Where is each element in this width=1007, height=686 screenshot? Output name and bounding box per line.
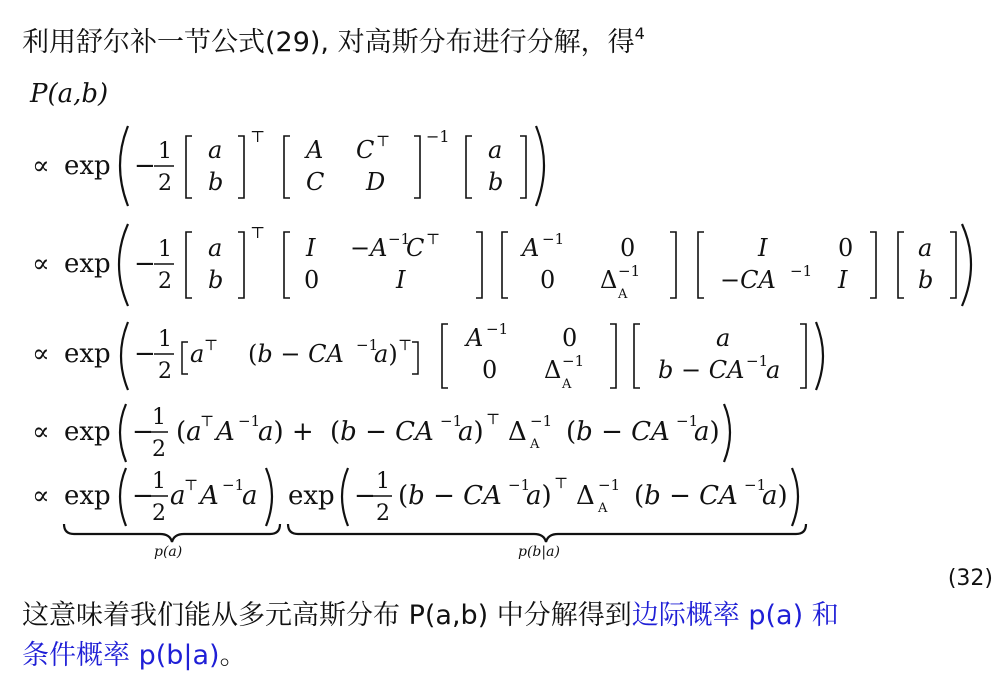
svg-text:a): a) (526, 481, 552, 511)
svg-text:Δ: Δ (544, 356, 562, 384)
svg-text:1: 1 (158, 237, 172, 262)
svg-text:⊤: ⊤ (200, 412, 215, 430)
svg-text:2: 2 (158, 171, 172, 196)
svg-text:C: C (306, 168, 325, 196)
underbrace-right-label: p(b|a) (518, 544, 560, 560)
svg-text:⊤: ⊤ (250, 127, 266, 146)
svg-text:b: b (488, 168, 504, 196)
svg-text:a: a (766, 356, 781, 384)
svg-text:−: − (132, 417, 154, 447)
svg-text:a: a (208, 136, 223, 164)
equation-line-3 (32, 320, 823, 392)
svg-text:−1: −1 (542, 230, 565, 248)
svg-text:b: b (208, 266, 224, 294)
conclusion-text: 这意味着我们能从多元高斯分布 P(a,b) 中分解得到 (22, 600, 632, 631)
svg-text:⊤: ⊤ (486, 410, 501, 428)
svg-text:a: a (208, 234, 223, 262)
svg-text:A: A (618, 287, 628, 302)
svg-text:2: 2 (158, 359, 172, 384)
underbrace-right (288, 524, 806, 542)
svg-text:⊤: ⊤ (376, 132, 391, 150)
svg-text:A: A (562, 377, 572, 392)
svg-text:∝: ∝ (32, 481, 50, 511)
svg-text:a: a (170, 481, 186, 511)
intro-text: 利用舒尔补一节公式(29), 对高斯分布进行分解，得 (22, 27, 635, 58)
svg-text:a): a) (694, 417, 720, 447)
equation-number: (32) (947, 566, 993, 591)
svg-text:−1: −1 (618, 262, 641, 280)
equation-line-1 (32, 126, 544, 206)
svg-text:⊤: ⊤ (250, 223, 266, 242)
svg-text:−1: −1 (746, 352, 769, 370)
svg-text:−: − (134, 151, 156, 181)
svg-text:⊤: ⊤ (426, 230, 441, 248)
svg-text:0: 0 (482, 356, 498, 384)
svg-text:(b − CA: (b − CA (634, 481, 738, 511)
svg-text:⊤: ⊤ (398, 336, 413, 354)
svg-text:exp: exp (64, 417, 111, 447)
svg-text:C: C (406, 234, 425, 262)
svg-text:−: − (132, 481, 154, 511)
svg-text:⊤: ⊤ (184, 476, 199, 494)
svg-text:∝: ∝ (32, 417, 50, 447)
svg-text:A: A (598, 501, 608, 516)
svg-text:−1: −1 (562, 352, 585, 370)
svg-text:exp: exp (64, 481, 111, 511)
svg-text:(b − CA: (b − CA (398, 481, 502, 511)
svg-text:a) +: a) + (258, 417, 314, 447)
svg-text:1: 1 (158, 327, 172, 352)
svg-text:A: A (466, 324, 484, 352)
svg-text:(a: (a (176, 417, 202, 447)
svg-text:(b − CA: (b − CA (566, 417, 670, 447)
conclusion-end: 。 (219, 640, 247, 671)
svg-text:A: A (522, 234, 540, 262)
svg-text:0: 0 (562, 324, 578, 352)
svg-text:⊤: ⊤ (204, 336, 219, 354)
svg-text:I: I (306, 234, 316, 262)
underbrace-left-label: p(a) (154, 544, 183, 560)
svg-text:2: 2 (152, 501, 166, 526)
svg-text:−1: −1 (744, 476, 767, 494)
svg-text:−1: −1 (790, 262, 813, 280)
svg-text:−1: −1 (238, 412, 261, 430)
svg-text:−1: −1 (222, 476, 245, 494)
svg-text:I: I (396, 266, 406, 294)
svg-text:I: I (838, 266, 848, 294)
svg-text:−: − (354, 481, 376, 511)
svg-text:0: 0 (540, 266, 556, 294)
svg-text:C: C (356, 136, 375, 164)
svg-text:−A: −A (350, 234, 388, 262)
svg-text:2: 2 (152, 437, 166, 462)
svg-text:−1: −1 (508, 476, 531, 494)
svg-text:0: 0 (620, 234, 636, 262)
svg-text:(b − CA: (b − CA (248, 340, 344, 368)
svg-text:A: A (530, 437, 540, 452)
svg-text:−1: −1 (388, 230, 411, 248)
svg-text:a: a (716, 324, 731, 352)
svg-text:1: 1 (152, 405, 166, 430)
svg-text:0: 0 (304, 266, 320, 294)
equation-line-2 (32, 223, 971, 306)
svg-text:exp: exp (288, 481, 335, 511)
svg-text:−1: −1 (530, 412, 553, 430)
svg-text:A: A (200, 481, 219, 511)
svg-text:b − CA: b − CA (658, 356, 745, 384)
svg-text:D: D (366, 168, 386, 196)
footnote-marker[interactable]: 4 (634, 24, 645, 43)
conclusion-line-1 (22, 598, 839, 634)
equation-line-5 (32, 468, 806, 560)
marginal-probability-link[interactable]: 边际概率 p(a) 和 (631, 600, 839, 631)
svg-text:0: 0 (838, 234, 854, 262)
svg-text:b: b (208, 168, 224, 196)
svg-text:−CA: −CA (720, 266, 776, 294)
svg-text:Δ: Δ (576, 481, 595, 511)
proportional-symbol: ∝ (32, 151, 50, 181)
conditional-probability-link[interactable]: 条件概率 p(b|a) (22, 640, 220, 671)
svg-text:exp: exp (64, 249, 111, 279)
equation-line-4 (32, 404, 730, 462)
svg-text:Δ: Δ (600, 266, 618, 294)
svg-text:a): a) (374, 340, 398, 368)
svg-text:a: a (190, 340, 205, 368)
svg-text:∝: ∝ (32, 339, 50, 369)
conclusion-line-2 (22, 638, 247, 674)
svg-text:b: b (918, 266, 934, 294)
svg-text:I: I (758, 234, 768, 262)
svg-text:1: 1 (152, 469, 166, 494)
svg-text:−1: −1 (356, 336, 379, 354)
svg-text:−: − (134, 339, 156, 369)
svg-text:Δ: Δ (508, 417, 527, 447)
svg-text:A: A (306, 136, 324, 164)
svg-text:1: 1 (376, 469, 390, 494)
svg-text:−1: −1 (426, 127, 450, 146)
svg-text:−1: −1 (598, 476, 621, 494)
svg-text:∝: ∝ (32, 249, 50, 279)
svg-text:−1: −1 (676, 412, 699, 430)
svg-text:−1: −1 (486, 320, 509, 338)
equation-lhs: P(a,b) (30, 79, 109, 109)
svg-text:(b − CA: (b − CA (330, 417, 434, 447)
svg-text:exp: exp (64, 339, 111, 369)
svg-text:a: a (488, 136, 503, 164)
svg-text:1: 1 (158, 139, 172, 164)
svg-text:2: 2 (376, 501, 390, 526)
underbrace-left (64, 524, 280, 542)
exp-operator: exp (64, 151, 111, 181)
svg-text:A: A (216, 417, 235, 447)
svg-text:a: a (242, 481, 258, 511)
svg-text:⊤: ⊤ (554, 474, 569, 492)
svg-text:−1: −1 (440, 412, 463, 430)
svg-text:a): a) (458, 417, 484, 447)
svg-text:2: 2 (158, 269, 172, 294)
svg-text:a: a (918, 234, 933, 262)
svg-text:a): a) (762, 481, 788, 511)
svg-text:−: − (134, 249, 156, 279)
